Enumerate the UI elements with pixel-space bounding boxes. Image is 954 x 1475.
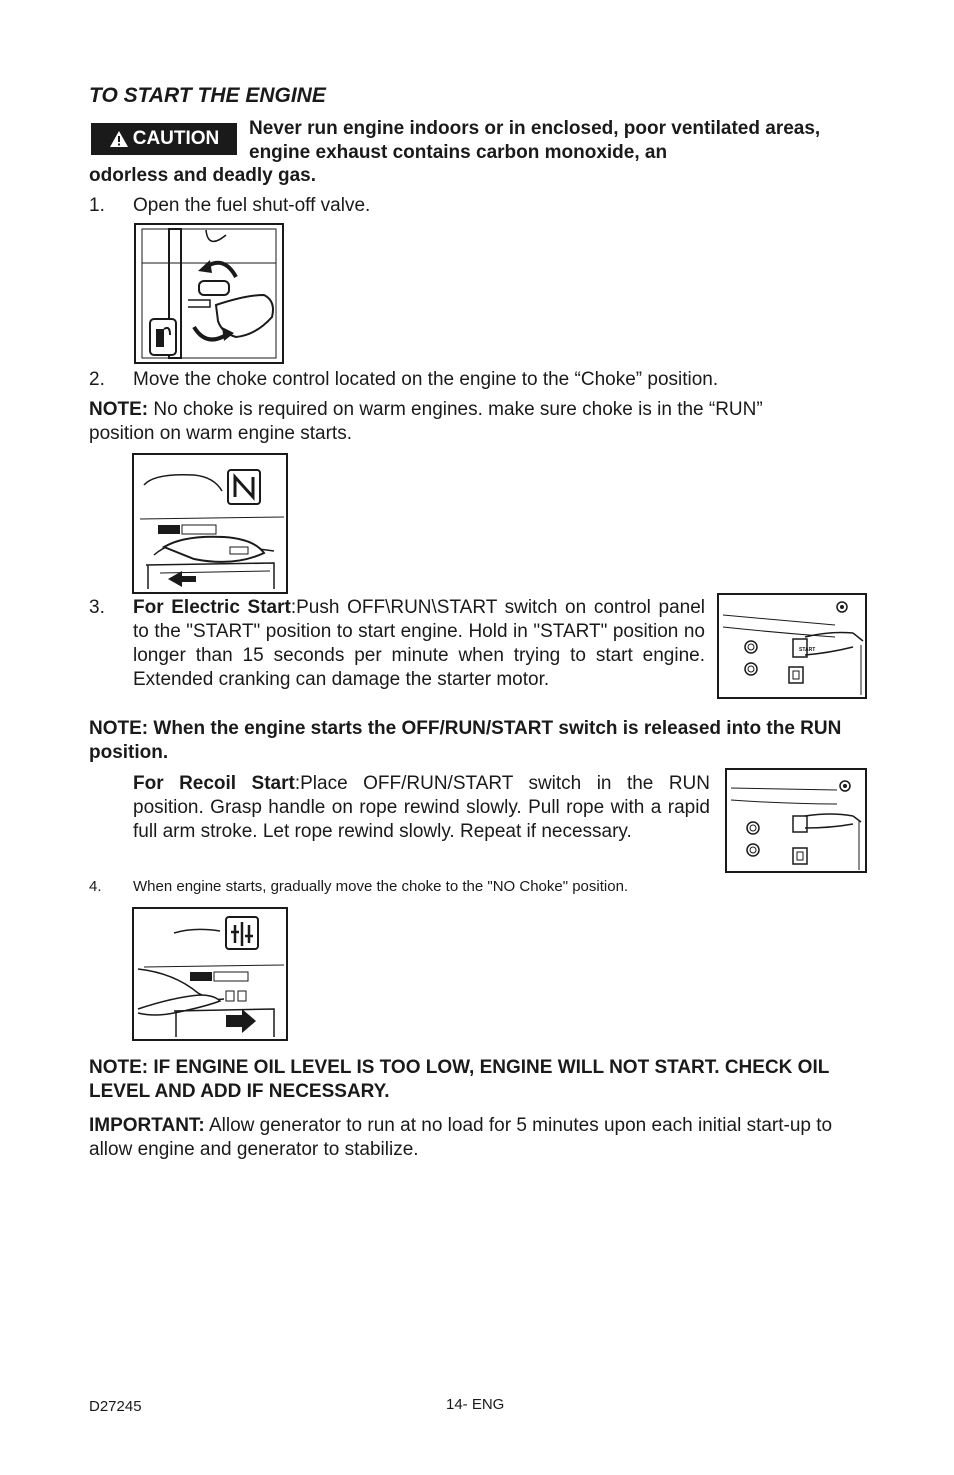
recoil-start-figure: [725, 768, 867, 873]
note-oil-level: NOTE: IF ENGINE OIL LEVEL IS TOO LOW, ENGINE WILL NOT START. CHECK OIL LEVEL AND ADD IF NECESSARY.: [89, 1057, 829, 1102]
step-2-text: Move the choke control located on the engine to the “Choke” position.: [133, 369, 719, 390]
page-title: TO START THE ENGINE: [89, 84, 326, 107]
electric-start-label: For Electric Start: [133, 597, 291, 618]
important-note: [89, 1114, 859, 1162]
electric-start-text: :Push OFF\RUN\START switch on control panel to the "START" position to start engine. Hold in "START" position no longer than 15 seconds per minute when trying to start engine. Extended cranking can damage the starter motor.: [133, 597, 705, 690]
caution-badge: [91, 123, 237, 155]
note-label: NOTE:: [89, 399, 149, 420]
no-choke-figure: [132, 907, 288, 1041]
step-3-number: 3.: [89, 597, 105, 618]
step-1-number: 1.: [89, 195, 105, 216]
fuel-valve-figure: [134, 223, 284, 364]
step-4-number: 4.: [89, 878, 102, 895]
note-warm-engine: [89, 398, 829, 446]
step-3-text: [133, 596, 705, 692]
model-number: D27245: [89, 1398, 142, 1415]
recoil-start-label: For Recoil Start: [133, 773, 295, 794]
important-text: Allow generator to run at no load for 5 minutes upon each initial start-up to allow engine and generator to stabilize.: [89, 1115, 833, 1160]
start-switch-label: START: [799, 647, 816, 653]
choke-figure: [132, 453, 288, 594]
step-2-number: 2.: [89, 369, 105, 390]
note-text: No choke is required on warm engines. make sure choke is in the “RUN” position on warm engine starts.: [89, 399, 763, 444]
recoil-start-text: [133, 772, 710, 844]
caution-text: Never run engine indoors or in enclosed, poor ventilated areas, engine exhaust contains carbon monoxide, an: [249, 118, 821, 163]
important-label: IMPORTANT:: [89, 1115, 205, 1136]
step-4-text: When engine starts, gradually move the choke to the "NO Choke" position.: [133, 878, 629, 895]
note-switch-release: NOTE: When the engine starts the OFF/RUN/START switch is released into the RUN position.: [89, 718, 842, 763]
recoil-start-body: :Place OFF/RUN/START switch in the RUN position. Grasp handle on rope rewind slowly. Pull rope with a rapid full arm stroke. Let rope rewind slowly. Repeat if necessary.: [133, 773, 710, 842]
warning-triangle-icon: [109, 130, 129, 148]
page-number: 14- ENG: [446, 1396, 505, 1413]
step-1-text: Open the fuel shut-off valve.: [133, 195, 371, 216]
electric-start-figure: [717, 593, 867, 699]
caution-label: CAUTION: [132, 128, 220, 149]
caution-text-cont: odorless and deadly gas.: [89, 165, 317, 186]
